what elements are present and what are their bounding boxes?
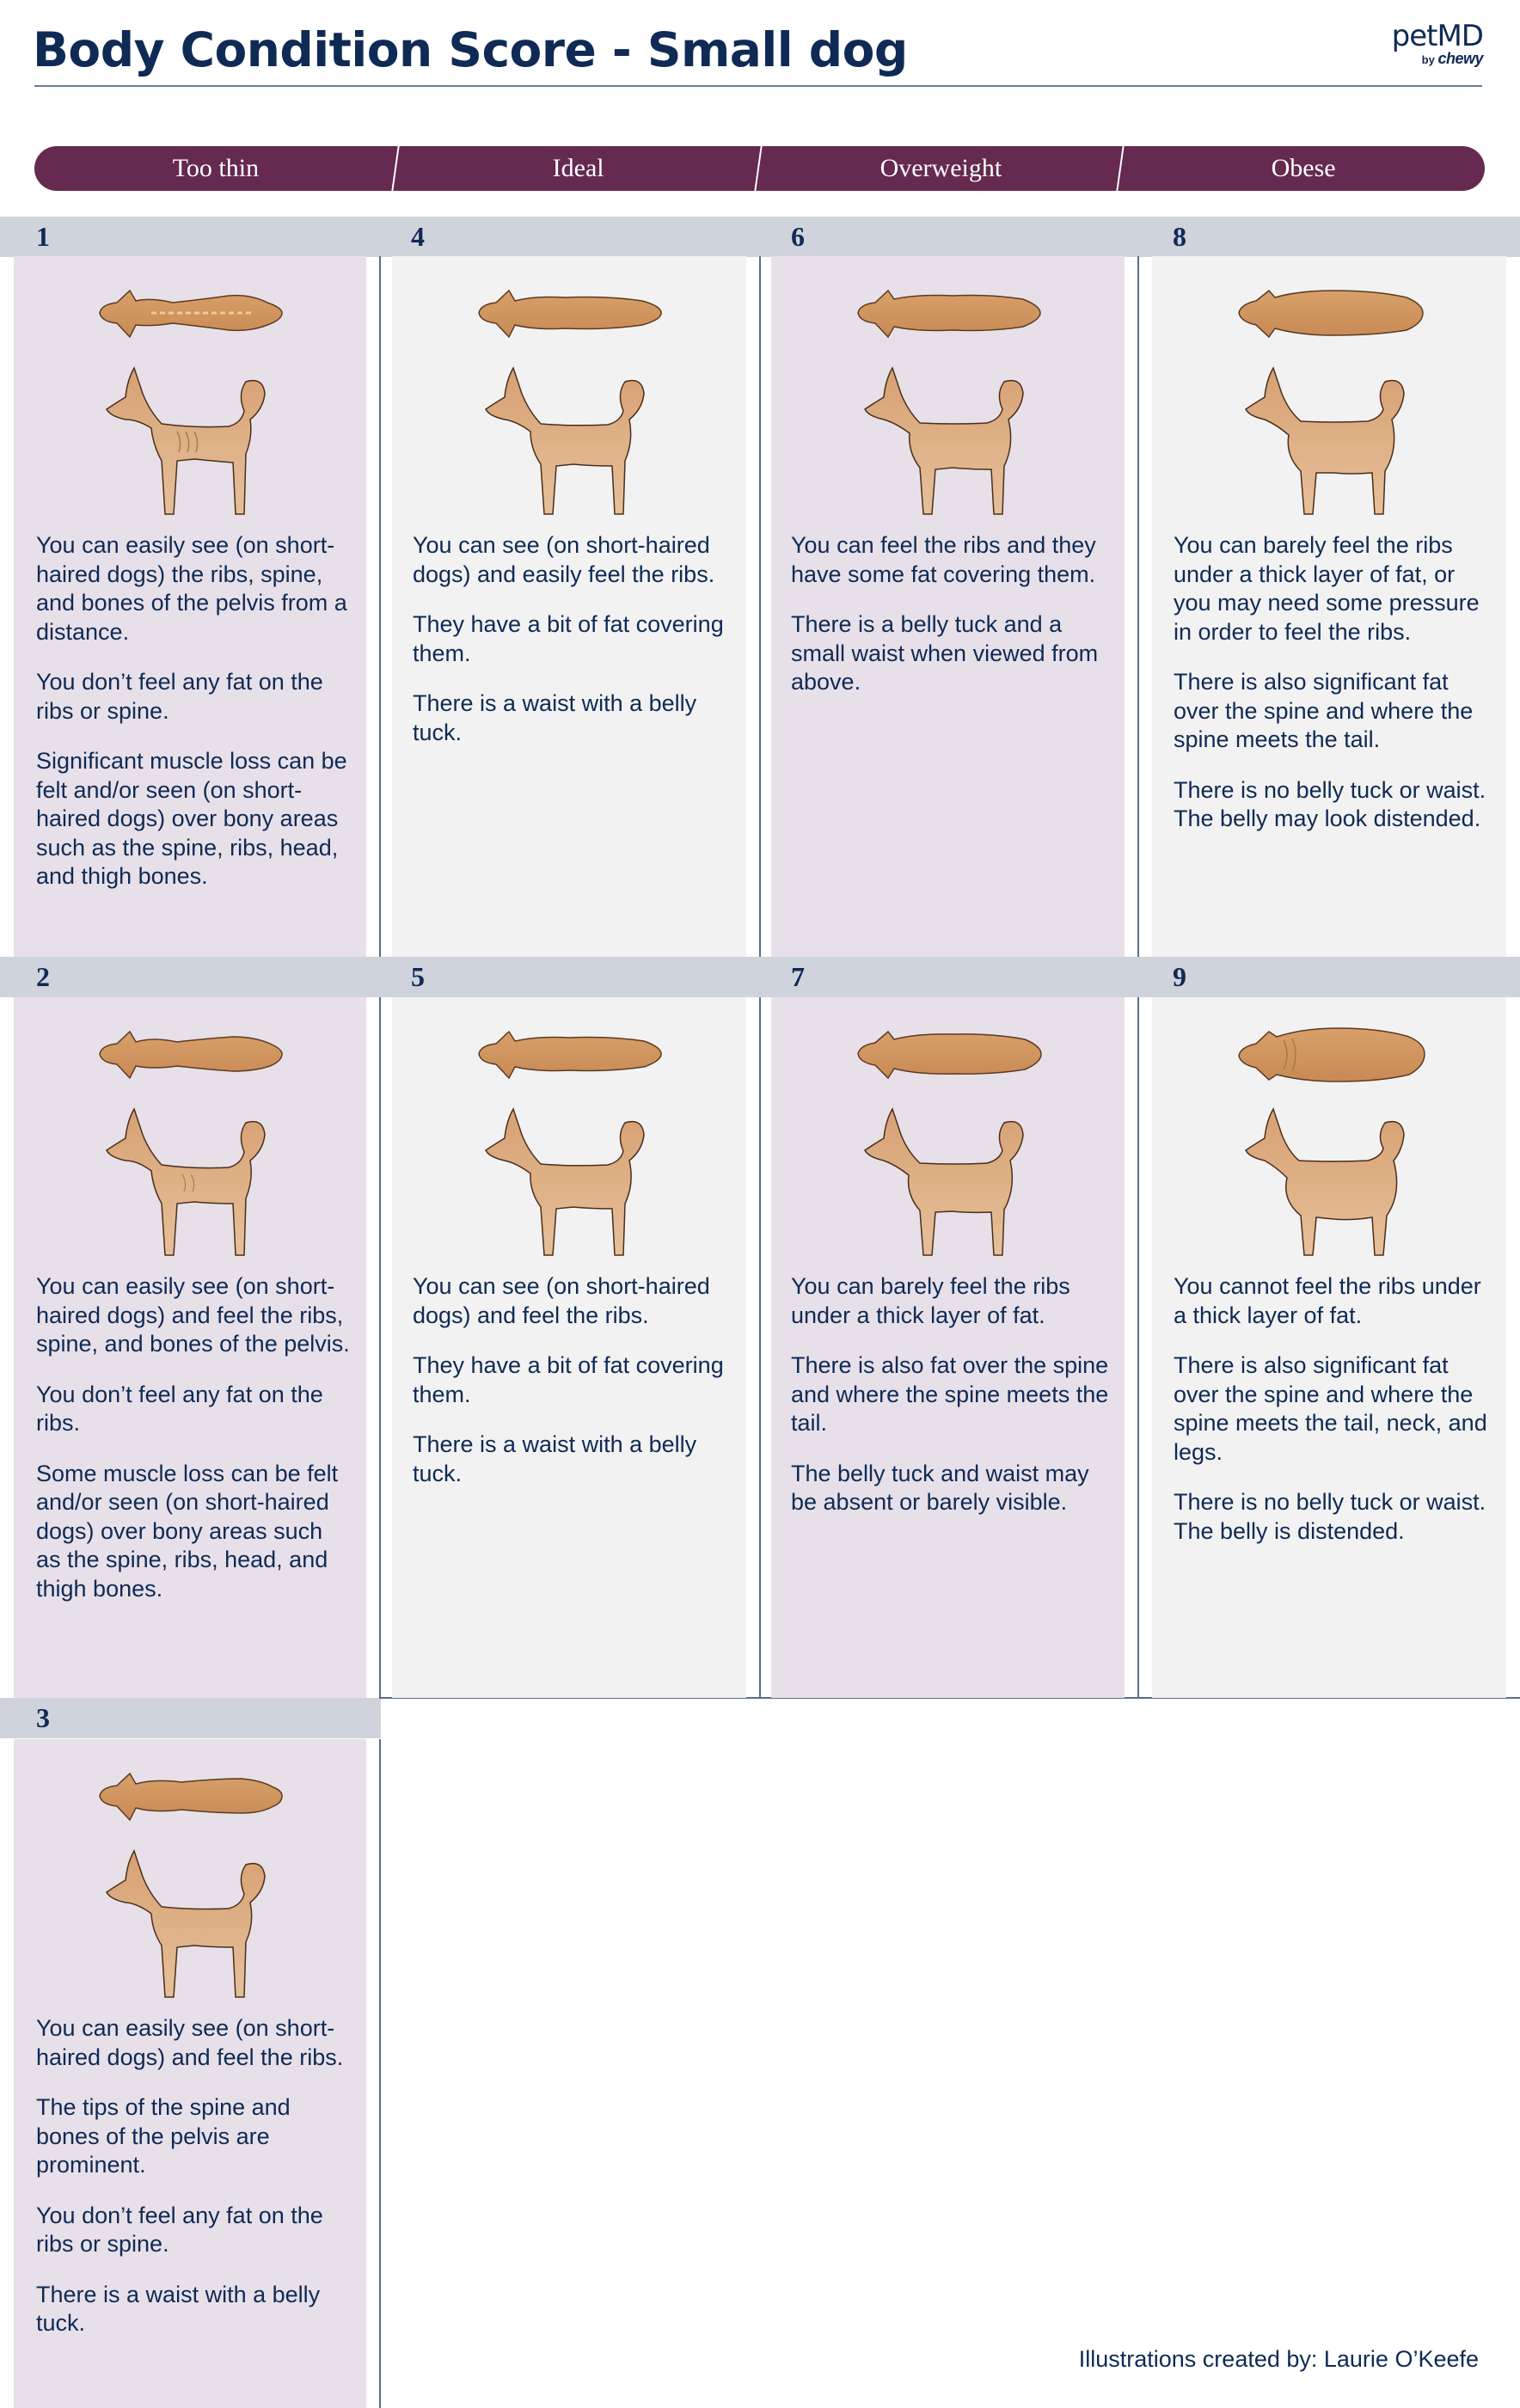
dog-top-view-icon (470, 1021, 668, 1087)
score-card-2 (14, 997, 366, 1698)
logo-brand: petMD (1391, 19, 1483, 53)
category-obese (1122, 146, 1485, 191)
dog-side-view-icon (858, 359, 1039, 523)
logo-partner: chewy (1437, 50, 1483, 67)
score-description (413, 1272, 731, 1510)
score-band-row-3 (0, 1698, 381, 1738)
dog-side-view-icon (100, 359, 280, 523)
score-number-2: 2 (36, 961, 50, 992)
column-divider (379, 997, 381, 1698)
column-divider (759, 997, 761, 1698)
score-number-5: 5 (411, 961, 425, 992)
dog-top-view-icon (91, 1763, 289, 1829)
dog-top-view-icon (1230, 1021, 1428, 1087)
description-paragraph: You can easily see (on short-haired dogs) and feel the ribs. (36, 2015, 344, 2070)
score-description (36, 531, 351, 913)
description-paragraph: There is also significant fat over the spine and where the spine meets the tail, neck, and legs. (1174, 1352, 1487, 1465)
description-paragraph: There is a waist with a belly tuck. (413, 690, 697, 745)
dog-illustration (1152, 256, 1506, 531)
description-paragraph: They have a bit of fat covering them. (413, 611, 724, 666)
dog-side-view-icon (479, 359, 659, 523)
dog-side-view-icon (100, 1842, 280, 2006)
dog-illustration (392, 997, 746, 1272)
category-label: Too thin (172, 154, 260, 182)
description-paragraph: There is also fat over the spine and where the spine meets the tail. (791, 1352, 1109, 1436)
score-description (791, 1272, 1109, 1539)
logo-byline (1392, 52, 1483, 67)
dog-illustration (771, 997, 1125, 1272)
column-divider (759, 256, 761, 957)
column-divider (1137, 997, 1139, 1698)
score-description (791, 531, 1109, 719)
description-paragraph: There is a waist with a belly tuck. (36, 2281, 321, 2336)
score-band-row-2 (0, 957, 1520, 997)
dog-illustration (14, 1739, 366, 2014)
score-card-9 (1152, 997, 1506, 1698)
category-label: Overweight (880, 154, 1002, 182)
score-card-8 (1152, 256, 1506, 957)
score-number-4: 4 (411, 221, 425, 252)
category-bar (34, 146, 1485, 191)
score-description (1174, 1272, 1491, 1567)
dog-top-view-icon (849, 280, 1047, 346)
dog-top-view-icon (1230, 280, 1428, 346)
description-paragraph: There is no belly tuck or waist. The belly is distended. (1174, 1489, 1486, 1544)
score-card-1 (14, 256, 366, 957)
dog-top-view-icon (91, 1021, 289, 1087)
category-ideal (397, 146, 760, 191)
score-card-6 (771, 256, 1125, 957)
dog-illustration (14, 997, 366, 1272)
category-overweight (760, 146, 1123, 191)
score-number-3: 3 (36, 1702, 50, 1733)
description-paragraph: You don’t feel any fat on the ribs. (36, 1381, 323, 1436)
description-paragraph: You can barely feel the ribs under a thick layer of fat. (791, 1273, 1070, 1328)
dog-side-view-icon (858, 1100, 1039, 1264)
dog-top-view-icon (849, 1021, 1047, 1087)
dog-illustration (392, 256, 746, 531)
description-paragraph: The belly tuck and waist may be absent or barely visible. (791, 1460, 1089, 1515)
score-number-8: 8 (1173, 221, 1186, 252)
description-paragraph: There is a belly tuck and a small waist when viewed from above. (791, 611, 1099, 695)
description-paragraph: You can easily see (on short-haired dogs) and feel the ribs, spine, and bones of the pelvis. (36, 1273, 350, 1357)
dog-illustration (1152, 997, 1506, 1272)
score-band-row-1 (0, 217, 1520, 257)
description-paragraph: The tips of the spine and bones of the pelvis are prominent. (36, 2094, 291, 2178)
score-card-5 (392, 997, 746, 1698)
category-label: Ideal (552, 154, 604, 182)
petmd-logo (1392, 21, 1483, 67)
description-paragraph: There is a waist with a belly tuck. (413, 1431, 697, 1486)
dog-illustration (771, 256, 1125, 531)
description-paragraph: You cannot feel the ribs under a thick layer of fat. (1174, 1273, 1481, 1328)
dog-side-view-icon (479, 1100, 659, 1264)
score-number-7: 7 (791, 961, 805, 992)
title-divider (34, 85, 1482, 87)
column-divider (379, 1739, 381, 2408)
description-paragraph: There is no belly tuck or waist. The belly may look distended. (1174, 776, 1486, 831)
logo-by: by (1421, 53, 1435, 66)
score-description (413, 531, 731, 769)
score-description (36, 2014, 351, 2360)
dog-side-view-icon (1239, 359, 1419, 523)
description-paragraph: You don’t feel any fat on the ribs or spine. (36, 2202, 323, 2257)
score-number-6: 6 (791, 221, 805, 252)
score-number-1: 1 (36, 221, 50, 252)
page-title: Body Condition Score - Small dog (33, 22, 908, 77)
column-divider (379, 256, 381, 957)
score-card-7 (771, 997, 1125, 1698)
score-description (1174, 531, 1491, 855)
description-paragraph: You don’t feel any fat on the ribs or spine. (36, 669, 323, 724)
dog-side-view-icon (1239, 1100, 1419, 1264)
description-paragraph: You can feel the ribs and they have some fat covering them. (791, 532, 1096, 587)
category-label: Obese (1271, 154, 1336, 182)
dog-illustration (14, 256, 366, 531)
description-paragraph: You can easily see (on short-haired dogs) the ribs, spine, and bones of the pelvis from a distance. (36, 532, 347, 645)
description-paragraph: You can see (on short-haired dogs) and feel the ribs. (413, 1273, 710, 1328)
score-card-4 (392, 256, 746, 957)
description-paragraph: They have a bit of fat covering them. (413, 1352, 724, 1407)
illustration-credit: Illustrations created by: Laurie O’Keefe (1078, 2346, 1479, 2372)
score-number-9: 9 (1173, 961, 1186, 992)
dog-top-view-icon (470, 280, 668, 346)
description-paragraph: Some muscle loss can be felt and/or seen (on short-haired dogs) over bony areas such as the spine, ribs, head, and thigh bones. (36, 1460, 339, 1602)
column-divider (1137, 256, 1139, 957)
description-paragraph: You can barely feel the ribs under a thick layer of fat, or you may need some pressure in order to feel the ribs. (1174, 532, 1480, 645)
dog-top-view-icon (91, 280, 289, 346)
score-card-3 (14, 1739, 366, 2408)
description-paragraph: Significant muscle loss can be felt and/or seen (on short-haired dogs) over bony areas such as the spine, ribs, head, and thigh bones. (36, 748, 347, 889)
category-too-thin (34, 146, 397, 191)
description-paragraph: There is also significant fat over the spine and where the spine meets the tail. (1174, 669, 1474, 752)
description-paragraph: You can see (on short-haired dogs) and easily feel the ribs. (413, 532, 715, 587)
dog-side-view-icon (100, 1100, 280, 1264)
score-description (36, 1272, 351, 1625)
